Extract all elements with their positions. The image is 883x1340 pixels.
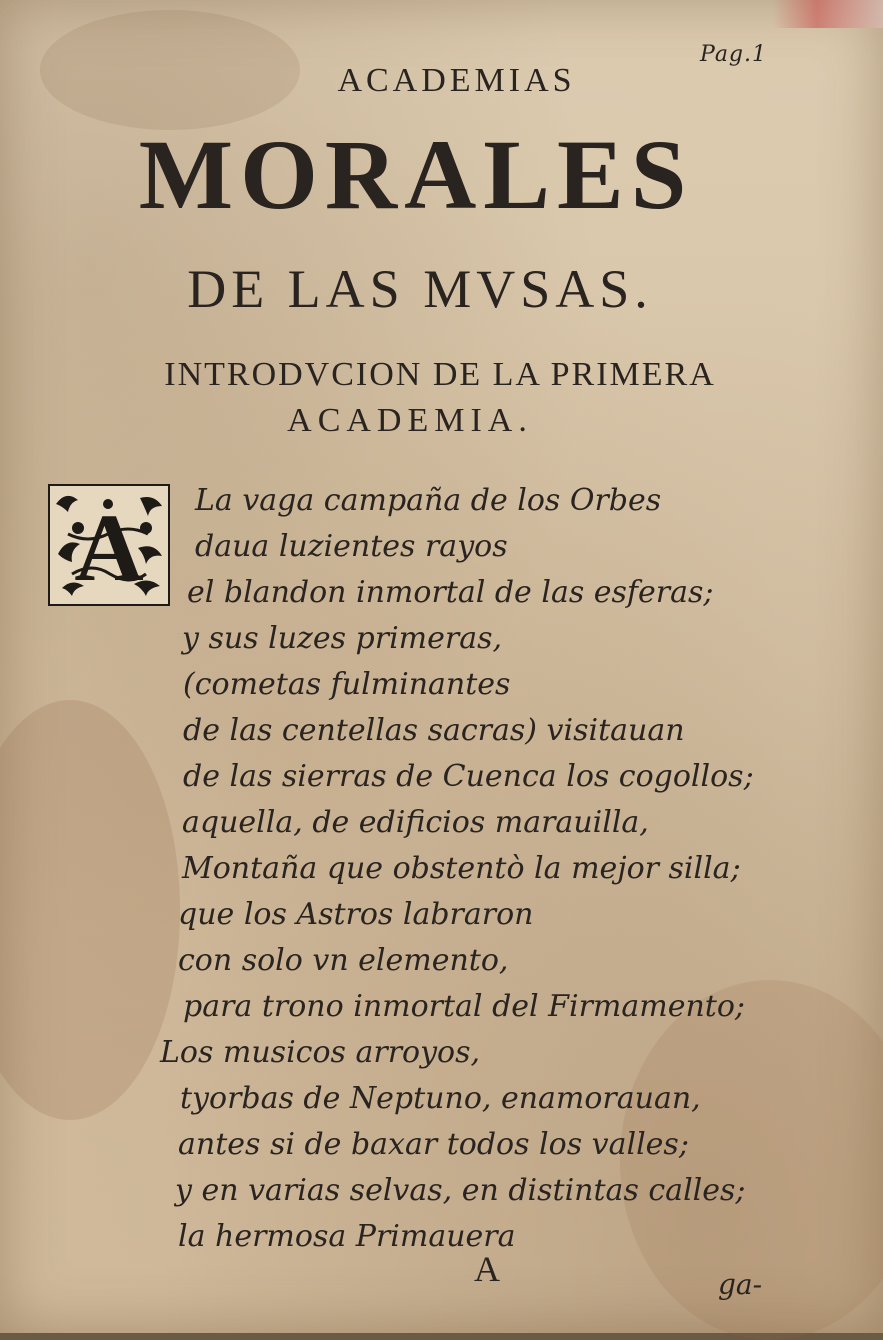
poem-line: Montaña que obstentò la mejor silla; bbox=[182, 851, 741, 886]
poem-line: de las centellas sacras) visitauan bbox=[183, 713, 685, 748]
title-morales: MORALES bbox=[138, 119, 694, 230]
poem-line: (cometas fulminantes bbox=[183, 667, 511, 702]
poem-line: y sus luzes primeras, bbox=[182, 621, 503, 656]
poem-line: Los musicos arroyos, bbox=[160, 1035, 481, 1070]
title-de-las-musas: DE LAS MVSAS. bbox=[187, 259, 653, 319]
poem-line: aquella, de edificios marauilla, bbox=[182, 805, 649, 840]
poem-line: el blandon inmortal de las esferas; bbox=[187, 575, 714, 610]
poem-line: que los Astros labraron bbox=[178, 897, 534, 932]
catchword: ga- bbox=[718, 1268, 763, 1301]
title-academias: ACADEMIAS bbox=[337, 62, 576, 99]
poem-line: tyorbas de Neptuno, enamorauan, bbox=[180, 1081, 701, 1116]
poem-line: con solo vn elemento, bbox=[178, 943, 509, 978]
poem-line: y en varias selvas, en distintas calles; bbox=[175, 1173, 746, 1208]
page-number: Pag.1 bbox=[700, 42, 768, 67]
poem-line: antes si de baxar todos los valles; bbox=[178, 1127, 689, 1162]
background-fabric-corner bbox=[773, 0, 883, 28]
initial-letter-a: A bbox=[74, 494, 144, 601]
decorated-initial-letter bbox=[48, 484, 170, 606]
poem-line: para trono inmortal del Firmamento; bbox=[183, 989, 745, 1024]
poem-line: de las sierras de Cuenca los cogollos; bbox=[183, 759, 754, 794]
section-heading-line-2: ACADEMIA. bbox=[287, 402, 533, 439]
section-heading-line-1: INTRODVCION DE LA PRIMERA bbox=[164, 356, 716, 393]
poem-line: daua luzientes rayos bbox=[195, 529, 508, 564]
poem-line: la hermosa Primauera bbox=[178, 1219, 516, 1254]
paper-stain bbox=[0, 700, 180, 1120]
signature-mark: A bbox=[474, 1249, 500, 1289]
poem-line: La vaga campaña de los Orbes bbox=[195, 483, 662, 518]
